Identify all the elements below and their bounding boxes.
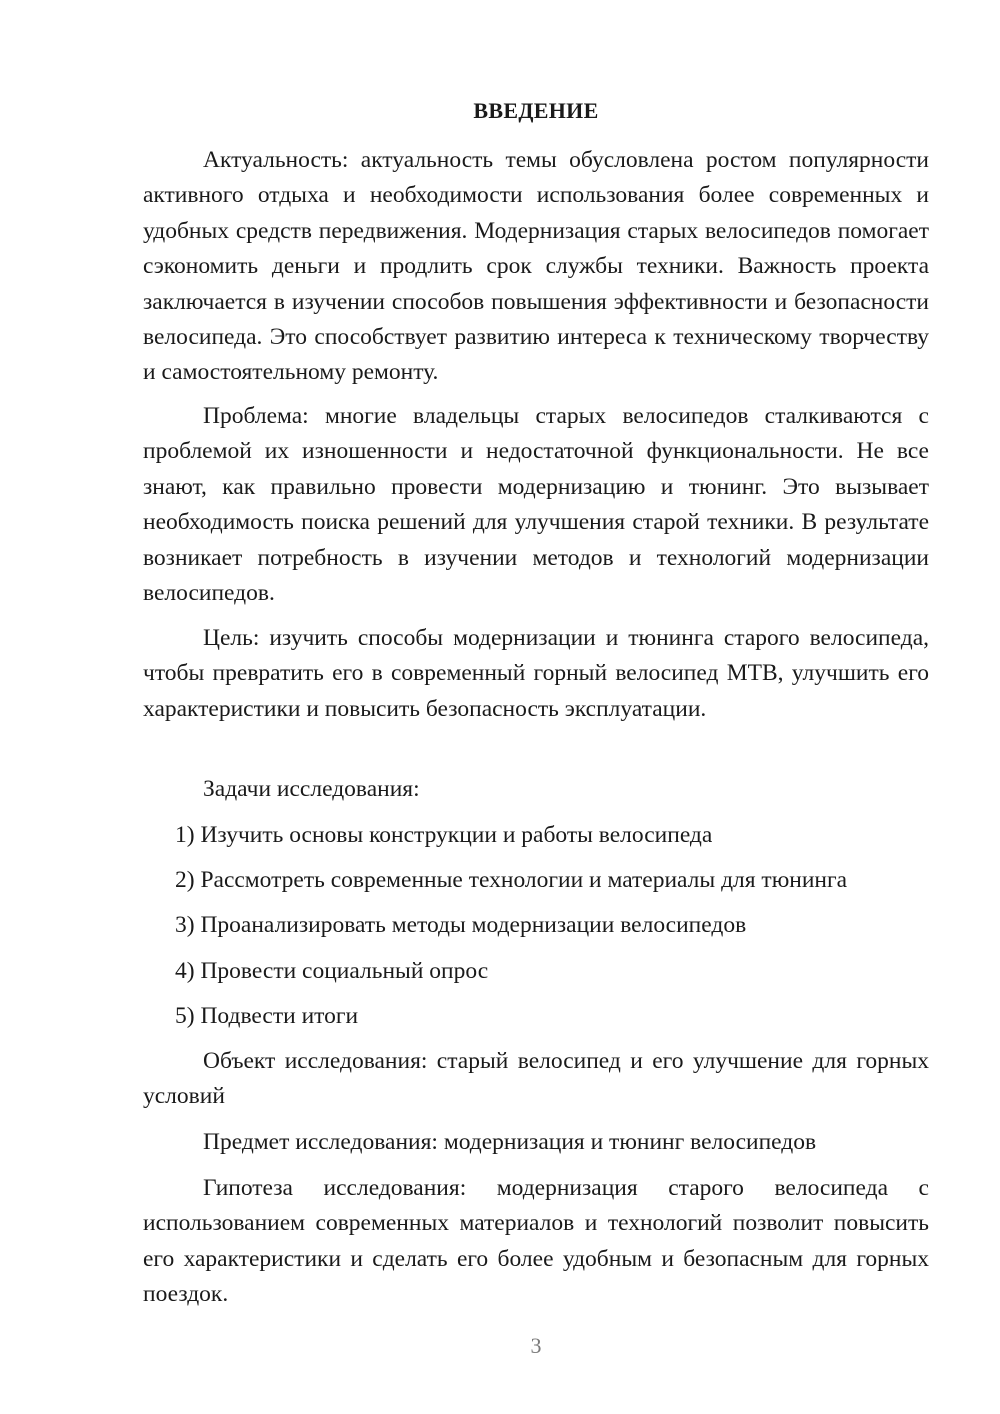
relevance-paragraph: Актуальность: актуальность темы обусловлена ростом популярности активного отдыха и необходимости использования более современных и удобных средств передвижения. Модернизация старых велосипедов помогает сэкономить деньги и продлить срок службы техники. Важность проекта заключается в изучении способов повышения эффективности и безопасности велосипеда. Это способствует развитию интереса к техническому творчеству и самостоятельному ремонту. xyxy=(143,147,929,386)
task-item-2: 2) Рассмотреть современные технологии и материалы для тюнинга xyxy=(175,867,848,893)
subject-paragraph: Предмет исследования: модернизация и тюнинг велосипедов xyxy=(203,1129,817,1155)
object-paragraph: Объект исследования: старый велосипед и его улучшение для горных условий xyxy=(143,1048,929,1110)
tasks-heading: Задачи исследования: xyxy=(203,776,420,802)
problem-paragraph: Проблема: многие владельцы старых велосипедов сталкиваются с проблемой их изношенности и недостаточной функциональности. Не все знают, как правильно провести модернизацию и тюнинг. Это вызывает необходимость поиска решений для улучшения старой техники. В результате возникает потребность в изучении методов и технологий модернизации велосипедов. xyxy=(143,403,929,607)
hypothesis-paragraph: Гипотеза исследования: модернизация старого велосипеда с использованием современных материалов и технологий позволит повысить его характеристики и сделать его более удобным и безопасным для горных поездок. xyxy=(143,1175,929,1308)
page-number: 3 xyxy=(530,1333,542,1358)
task-item-3: 3) Проанализировать методы модернизации велосипедов xyxy=(175,912,747,938)
task-item-4: 4) Провести социальный опрос xyxy=(175,958,489,984)
page-title: ВВЕДЕНИЕ xyxy=(473,98,599,123)
goal-paragraph: Цель: изучить способы модернизации и тюнинга старого велосипеда, чтобы превратить его в современный горный велосипед МТВ, улучшить его характеристики и повысить безопасность эксплуатации. xyxy=(143,625,929,722)
task-item-5: 5) Подвести итоги xyxy=(175,1003,359,1029)
task-item-1: 1) Изучить основы конструкции и работы велосипеда xyxy=(175,822,713,848)
